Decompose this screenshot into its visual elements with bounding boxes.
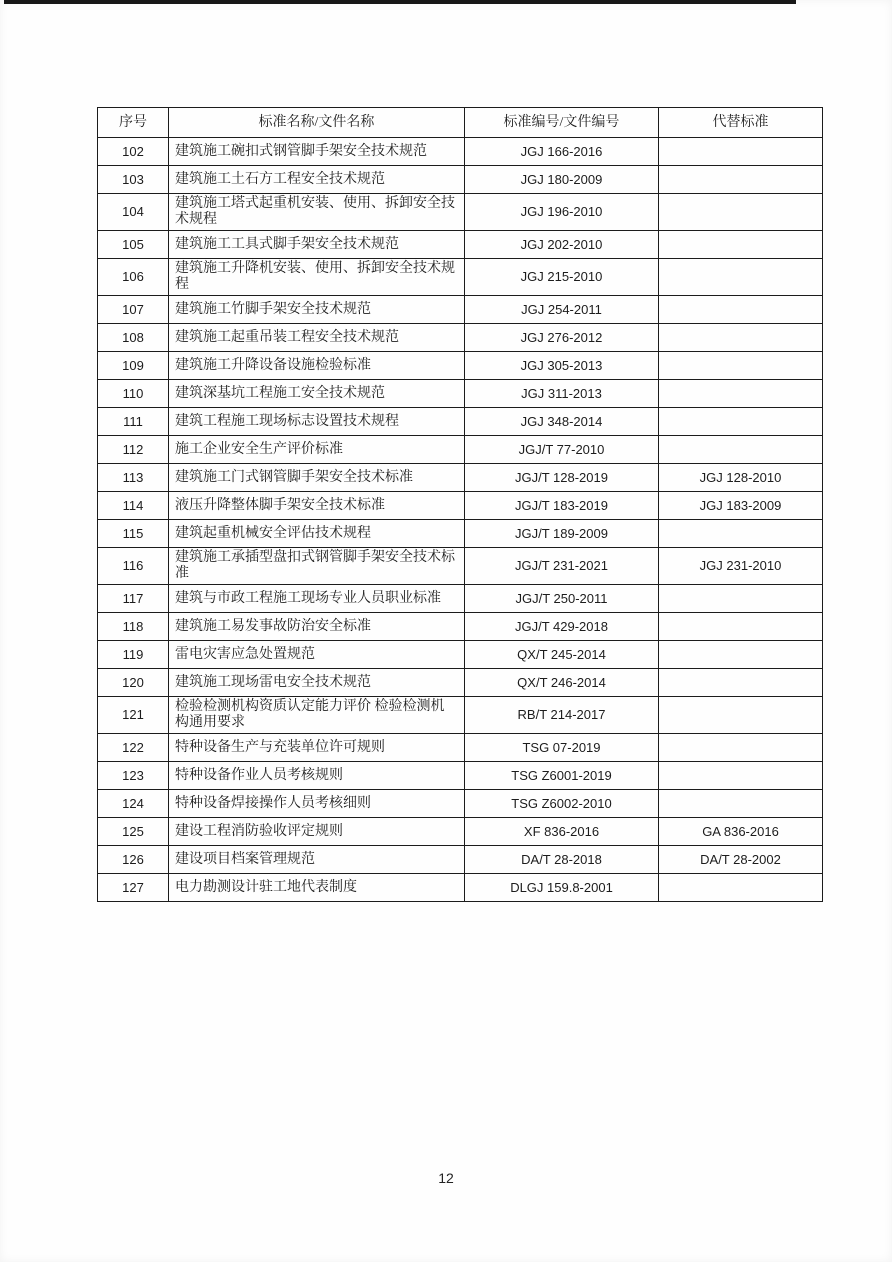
serial-number-cell: 120 [98, 669, 169, 697]
serial-number-cell: 121 [98, 697, 169, 734]
table-row [98, 231, 823, 259]
standard-code-cell: JGJ 348-2014 [465, 408, 659, 436]
serial-number-cell: 111 [98, 408, 169, 436]
table-row [98, 874, 823, 902]
serial-number-cell: 116 [98, 548, 169, 585]
serial-number-cell: 125 [98, 818, 169, 846]
standard-name-cell: 建筑施工工具式脚手架安全技术规范 [169, 231, 465, 259]
standard-name-cell: 雷电灾害应急处置规范 [169, 641, 465, 669]
standard-name-cell: 建筑施工升降机安装、使用、拆卸安全技术规程 [169, 259, 465, 296]
table-row [98, 520, 823, 548]
header-serial-number: 序号 [98, 108, 169, 138]
serial-number-cell: 102 [98, 138, 169, 166]
table-row [98, 408, 823, 436]
table-row [98, 762, 823, 790]
standard-code-cell: JGJ 311-2013 [465, 380, 659, 408]
standard-code-cell: RB/T 214-2017 [465, 697, 659, 734]
replaced-standard-cell [659, 669, 823, 697]
table-row [98, 818, 823, 846]
serial-number-cell: 108 [98, 324, 169, 352]
standard-code-cell: TSG Z6001-2019 [465, 762, 659, 790]
standard-name-cell: 特种设备焊接操作人员考核细则 [169, 790, 465, 818]
table-row [98, 324, 823, 352]
page-number: 12 [438, 1170, 454, 1186]
serial-number-cell: 103 [98, 166, 169, 194]
serial-number-cell: 113 [98, 464, 169, 492]
table-row [98, 464, 823, 492]
serial-number-cell: 127 [98, 874, 169, 902]
standard-code-cell: JGJ 180-2009 [465, 166, 659, 194]
replaced-standard-cell [659, 138, 823, 166]
replaced-standard-cell [659, 613, 823, 641]
table-row [98, 194, 823, 231]
table-row [98, 138, 823, 166]
table-header-row [98, 108, 823, 138]
standard-code-cell: JGJ/T 231-2021 [465, 548, 659, 585]
table-row [98, 641, 823, 669]
standard-code-cell: XF 836-2016 [465, 818, 659, 846]
table-row [98, 259, 823, 296]
standard-name-cell: 检验检测机构资质认定能力评价 检验检测机构通用要求 [169, 697, 465, 734]
replaced-standard-cell [659, 734, 823, 762]
standard-name-cell: 建筑施工现场雷电安全技术规范 [169, 669, 465, 697]
standard-name-cell: 液压升降整体脚手架安全技术标准 [169, 492, 465, 520]
standard-name-cell: 特种设备作业人员考核规则 [169, 762, 465, 790]
standard-name-cell: 建设项目档案管理规范 [169, 846, 465, 874]
serial-number-cell: 123 [98, 762, 169, 790]
replaced-standard-cell [659, 585, 823, 613]
standard-name-cell: 建筑深基坑工程施工安全技术规范 [169, 380, 465, 408]
table-row [98, 734, 823, 762]
standard-code-cell: JGJ/T 250-2011 [465, 585, 659, 613]
standard-code-cell: JGJ/T 77-2010 [465, 436, 659, 464]
replaced-standard-cell [659, 352, 823, 380]
replaced-standard-cell: DA/T 28-2002 [659, 846, 823, 874]
replaced-standard-cell [659, 231, 823, 259]
replaced-standard-cell [659, 166, 823, 194]
standard-name-cell: 特种设备生产与充装单位许可规则 [169, 734, 465, 762]
standard-code-cell: JGJ/T 429-2018 [465, 613, 659, 641]
standard-name-cell: 建筑施工碗扣式钢管脚手架安全技术规范 [169, 138, 465, 166]
standard-name-cell: 建筑施工易发事故防治安全标准 [169, 613, 465, 641]
replaced-standard-cell: JGJ 231-2010 [659, 548, 823, 585]
serial-number-cell: 124 [98, 790, 169, 818]
replaced-standard-cell [659, 436, 823, 464]
replaced-standard-cell: JGJ 183-2009 [659, 492, 823, 520]
standard-name-cell: 建设工程消防验收评定规则 [169, 818, 465, 846]
serial-number-cell: 112 [98, 436, 169, 464]
standard-code-cell: JGJ 215-2010 [465, 259, 659, 296]
replaced-standard-cell [659, 408, 823, 436]
serial-number-cell: 118 [98, 613, 169, 641]
table-row [98, 585, 823, 613]
serial-number-cell: 110 [98, 380, 169, 408]
table-row [98, 492, 823, 520]
standard-name-cell: 建筑施工起重吊装工程安全技术规范 [169, 324, 465, 352]
standard-code-cell: JGJ/T 189-2009 [465, 520, 659, 548]
table-row [98, 548, 823, 585]
standard-name-cell: 建筑起重机械安全评估技术规程 [169, 520, 465, 548]
table-row [98, 697, 823, 734]
replaced-standard-cell [659, 697, 823, 734]
replaced-standard-cell [659, 296, 823, 324]
serial-number-cell: 105 [98, 231, 169, 259]
serial-number-cell: 122 [98, 734, 169, 762]
table-row [98, 296, 823, 324]
serial-number-cell: 106 [98, 259, 169, 296]
standard-code-cell: TSG Z6002-2010 [465, 790, 659, 818]
standard-code-cell: JGJ 276-2012 [465, 324, 659, 352]
standard-code-cell: JGJ 166-2016 [465, 138, 659, 166]
standard-code-cell: JGJ 305-2013 [465, 352, 659, 380]
standard-code-cell: DA/T 28-2018 [465, 846, 659, 874]
table-row [98, 846, 823, 874]
standard-code-cell: TSG 07-2019 [465, 734, 659, 762]
table-row [98, 613, 823, 641]
standard-name-cell: 建筑施工升降设备设施检验标准 [169, 352, 465, 380]
serial-number-cell: 109 [98, 352, 169, 380]
replaced-standard-cell [659, 874, 823, 902]
scan-artifact-bar [4, 0, 796, 4]
standards-table [97, 107, 823, 902]
standard-code-cell: JGJ 196-2010 [465, 194, 659, 231]
standard-name-cell: 建筑施工竹脚手架安全技术规范 [169, 296, 465, 324]
table-row [98, 436, 823, 464]
replaced-standard-cell [659, 380, 823, 408]
replaced-standard-cell [659, 790, 823, 818]
header-standard-name: 标准名称/文件名称 [169, 108, 465, 138]
serial-number-cell: 117 [98, 585, 169, 613]
serial-number-cell: 104 [98, 194, 169, 231]
serial-number-cell: 115 [98, 520, 169, 548]
table-row [98, 352, 823, 380]
standard-code-cell: JGJ 202-2010 [465, 231, 659, 259]
replaced-standard-cell [659, 641, 823, 669]
replaced-standard-cell [659, 324, 823, 352]
standard-name-cell: 建筑施工土石方工程安全技术规范 [169, 166, 465, 194]
table-row [98, 669, 823, 697]
standard-name-cell: 建筑与市政工程施工现场专业人员职业标准 [169, 585, 465, 613]
table-body [98, 138, 823, 902]
standard-code-cell: QX/T 245-2014 [465, 641, 659, 669]
standard-name-cell: 建筑施工塔式起重机安装、使用、拆卸安全技术规程 [169, 194, 465, 231]
standard-code-cell: JGJ/T 128-2019 [465, 464, 659, 492]
standard-code-cell: JGJ 254-2011 [465, 296, 659, 324]
serial-number-cell: 114 [98, 492, 169, 520]
standard-name-cell: 建筑施工门式钢管脚手架安全技术标准 [169, 464, 465, 492]
standard-code-cell: DLGJ 159.8-2001 [465, 874, 659, 902]
replaced-standard-cell [659, 520, 823, 548]
standard-name-cell: 建筑工程施工现场标志设置技术规程 [169, 408, 465, 436]
standard-code-cell: JGJ/T 183-2019 [465, 492, 659, 520]
serial-number-cell: 119 [98, 641, 169, 669]
replaced-standard-cell [659, 194, 823, 231]
serial-number-cell: 126 [98, 846, 169, 874]
standard-name-cell: 电力勘测设计驻工地代表制度 [169, 874, 465, 902]
table-row [98, 380, 823, 408]
standard-code-cell: QX/T 246-2014 [465, 669, 659, 697]
replaced-standard-cell [659, 762, 823, 790]
table-row [98, 166, 823, 194]
table-row [98, 790, 823, 818]
replaced-standard-cell [659, 259, 823, 296]
replaced-standard-cell: JGJ 128-2010 [659, 464, 823, 492]
header-standard-code: 标准编号/文件编号 [465, 108, 659, 138]
header-replaced-standard: 代替标准 [659, 108, 823, 138]
standard-name-cell: 建筑施工承插型盘扣式钢管脚手架安全技术标准 [169, 548, 465, 585]
standard-name-cell: 施工企业安全生产评价标准 [169, 436, 465, 464]
replaced-standard-cell: GA 836-2016 [659, 818, 823, 846]
serial-number-cell: 107 [98, 296, 169, 324]
